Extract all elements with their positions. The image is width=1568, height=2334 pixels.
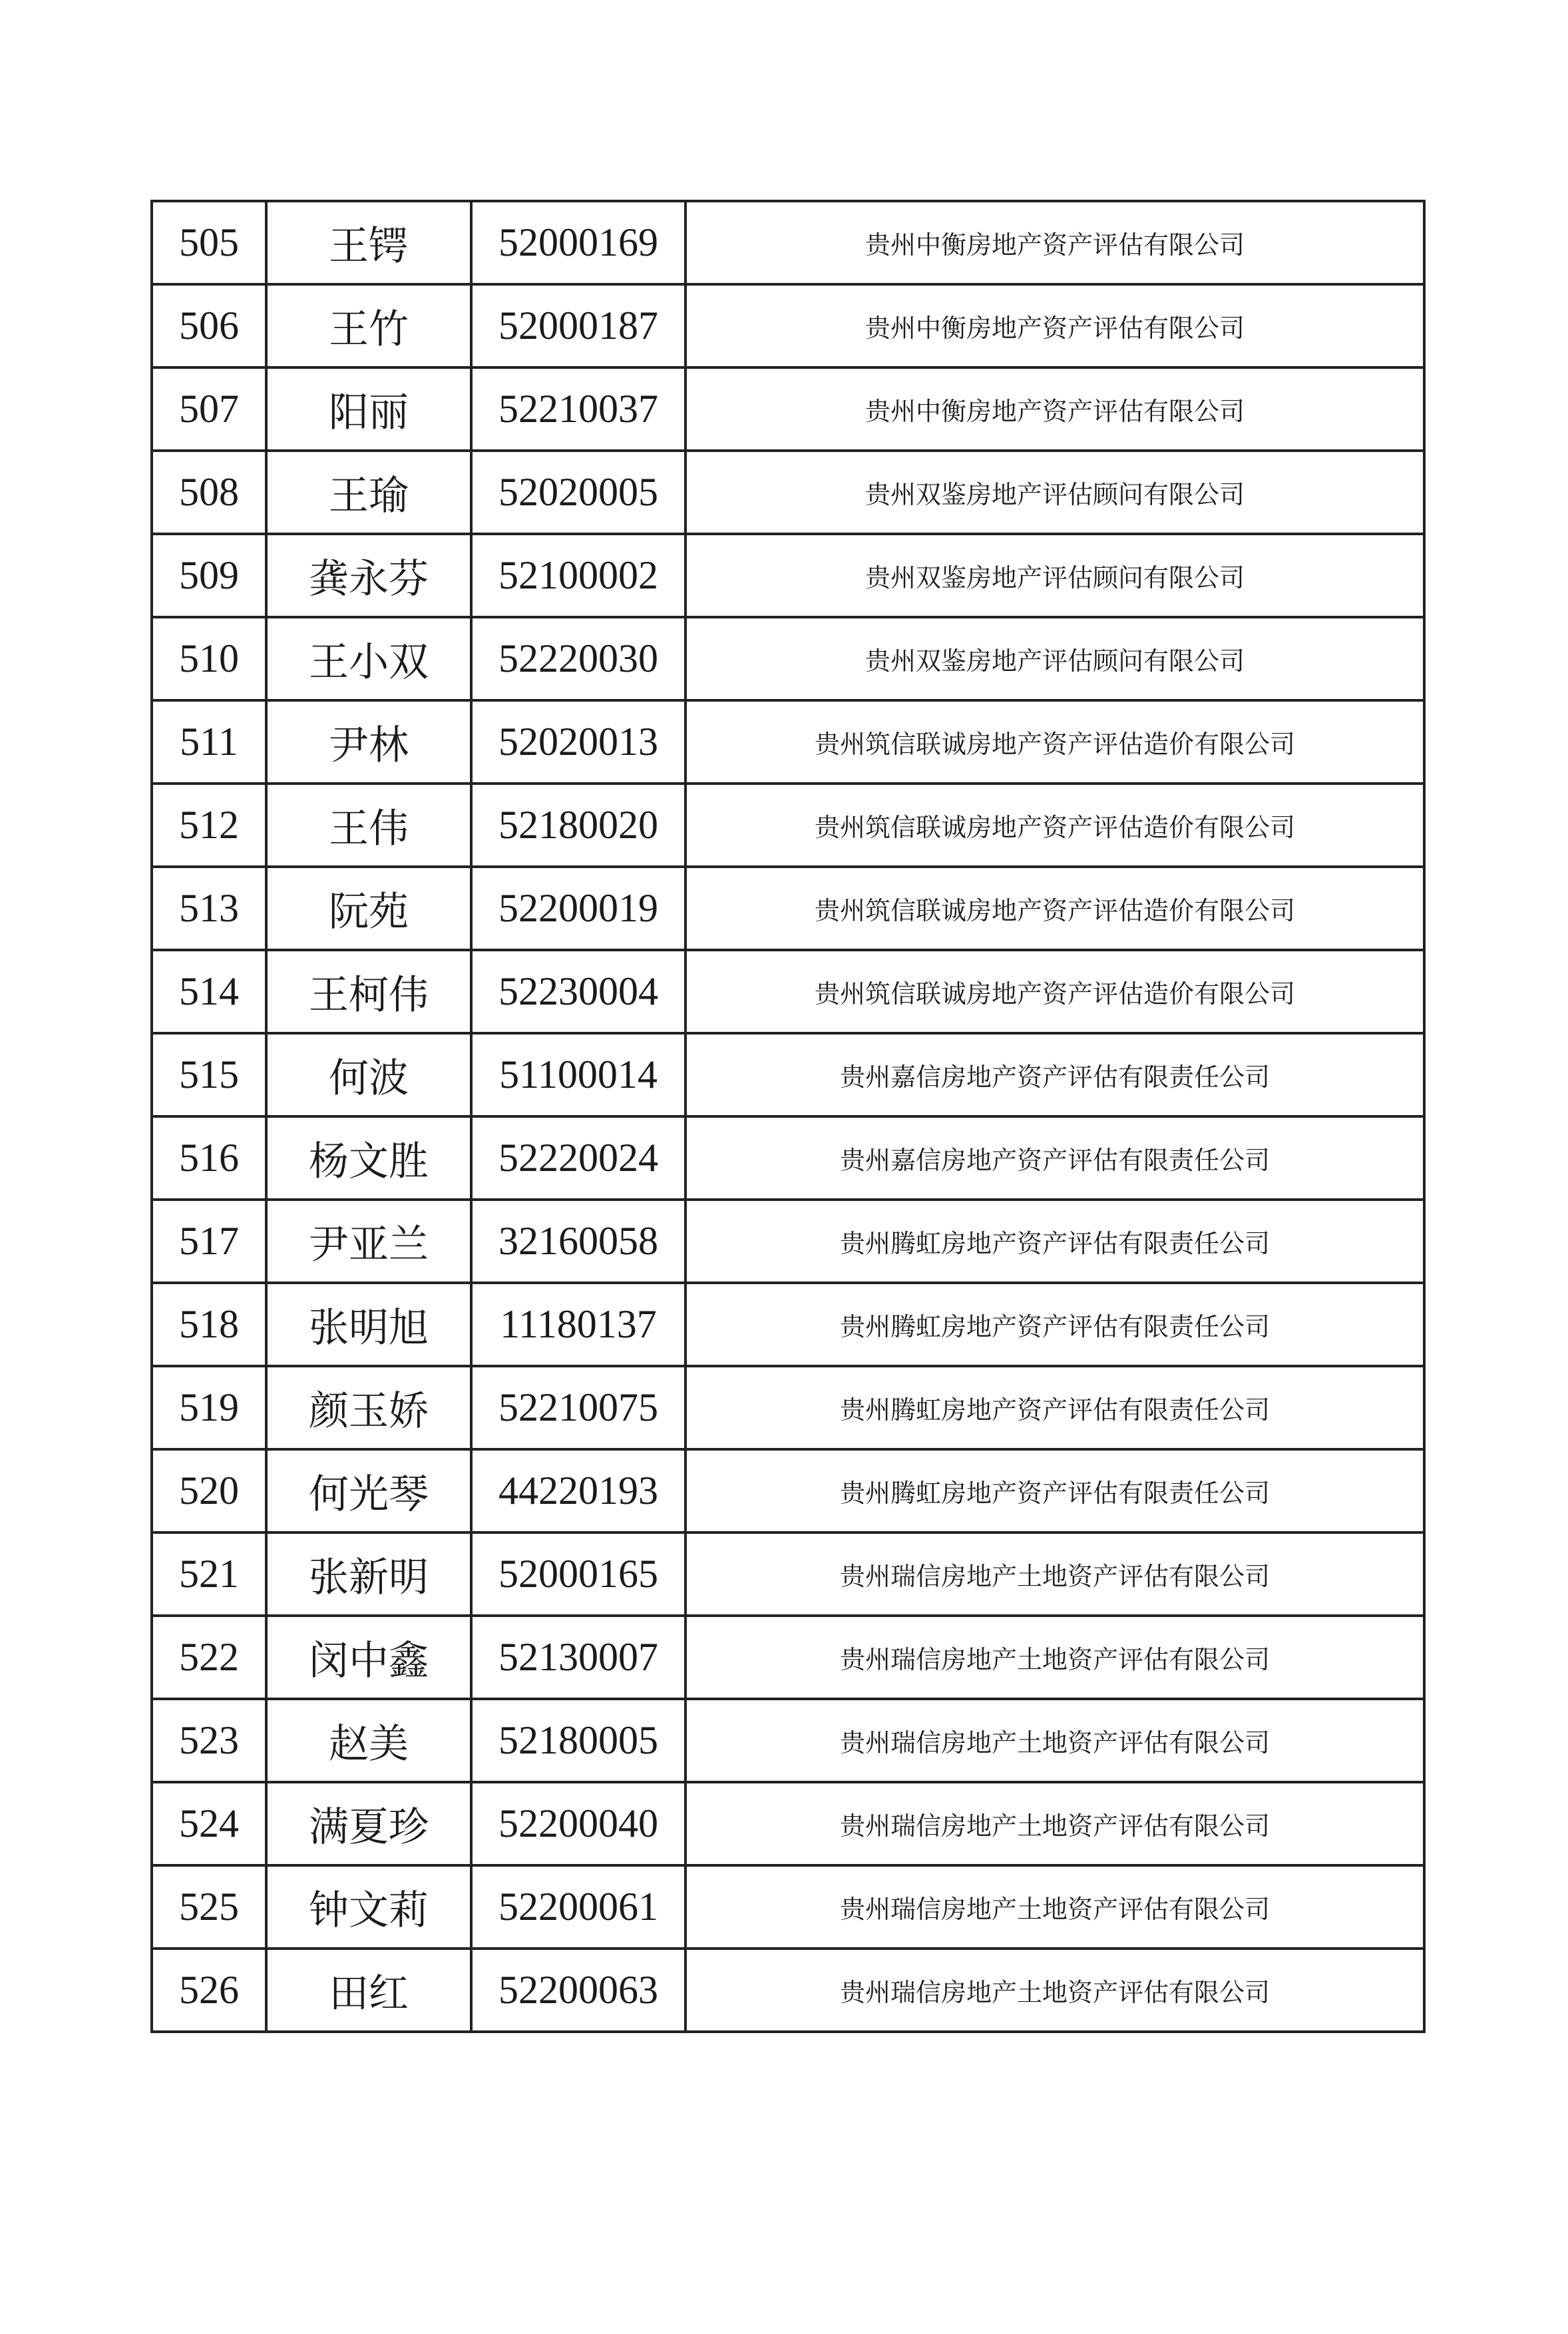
person-name-cell: 王小双 xyxy=(266,617,471,700)
table-row xyxy=(152,867,1424,950)
organization-cell: 贵州腾虹房地产资产评估有限责任公司 xyxy=(686,1283,1424,1366)
organization-cell: 贵州嘉信房地产资产评估有限责任公司 xyxy=(686,1033,1424,1116)
roster-sheet xyxy=(150,200,1423,2033)
organization-cell: 贵州瑞信房地产土地资产评估有限公司 xyxy=(686,1532,1424,1616)
person-name-cell: 王伟 xyxy=(266,784,471,867)
certificate-number-cell: 52200040 xyxy=(471,1782,686,1865)
row-number-cell: 521 xyxy=(152,1532,266,1616)
roster-table-body xyxy=(152,201,1424,2032)
row-number-cell: 511 xyxy=(152,700,266,784)
table-row xyxy=(152,1699,1424,1782)
organization-cell: 贵州瑞信房地产土地资产评估有限公司 xyxy=(686,1782,1424,1865)
table-row xyxy=(152,700,1424,784)
table-row xyxy=(152,1283,1424,1366)
certificate-number-cell: 52210037 xyxy=(471,367,686,451)
certificate-number-cell: 52180020 xyxy=(471,784,686,867)
table-row xyxy=(152,1366,1424,1449)
person-name-cell: 赵美 xyxy=(266,1699,471,1782)
person-name-cell: 阮苑 xyxy=(266,867,471,950)
table-row xyxy=(152,451,1424,534)
organization-cell: 贵州双鉴房地产评估顾问有限公司 xyxy=(686,451,1424,534)
organization-cell: 贵州瑞信房地产土地资产评估有限公司 xyxy=(686,1949,1424,2032)
person-name-cell: 龚永芬 xyxy=(266,534,471,617)
person-name-cell: 阳丽 xyxy=(266,367,471,451)
person-name-cell: 何波 xyxy=(266,1033,471,1116)
certificate-number-cell: 52200019 xyxy=(471,867,686,950)
table-row xyxy=(152,284,1424,367)
row-number-cell: 517 xyxy=(152,1200,266,1283)
certificate-number-cell: 52020013 xyxy=(471,700,686,784)
row-number-cell: 515 xyxy=(152,1033,266,1116)
table-row xyxy=(152,534,1424,617)
table-row xyxy=(152,1033,1424,1116)
person-name-cell: 何光琴 xyxy=(266,1449,471,1532)
table-row xyxy=(152,1782,1424,1865)
row-number-cell: 505 xyxy=(152,201,266,284)
certificate-number-cell: 52210075 xyxy=(471,1366,686,1449)
row-number-cell: 520 xyxy=(152,1449,266,1532)
certificate-number-cell: 52180005 xyxy=(471,1699,686,1782)
organization-cell: 贵州瑞信房地产土地资产评估有限公司 xyxy=(686,1865,1424,1949)
certificate-number-cell: 11180137 xyxy=(471,1283,686,1366)
organization-cell: 贵州筑信联诚房地产资产评估造价有限公司 xyxy=(686,700,1424,784)
certificate-number-cell: 52220024 xyxy=(471,1116,686,1200)
organization-cell: 贵州嘉信房地产资产评估有限责任公司 xyxy=(686,1116,1424,1200)
person-name-cell: 王柯伟 xyxy=(266,950,471,1033)
table-row xyxy=(152,617,1424,700)
table-row xyxy=(152,950,1424,1033)
person-name-cell: 闵中鑫 xyxy=(266,1616,471,1699)
organization-cell: 贵州腾虹房地产资产评估有限责任公司 xyxy=(686,1200,1424,1283)
table-row xyxy=(152,1865,1424,1949)
person-name-cell: 满夏珍 xyxy=(266,1782,471,1865)
row-number-cell: 509 xyxy=(152,534,266,617)
row-number-cell: 513 xyxy=(152,867,266,950)
row-number-cell: 507 xyxy=(152,367,266,451)
organization-cell: 贵州腾虹房地产资产评估有限责任公司 xyxy=(686,1366,1424,1449)
row-number-cell: 525 xyxy=(152,1865,266,1949)
table-row xyxy=(152,1949,1424,2032)
certificate-number-cell: 52230004 xyxy=(471,950,686,1033)
table-row xyxy=(152,1532,1424,1616)
organization-cell: 贵州瑞信房地产土地资产评估有限公司 xyxy=(686,1699,1424,1782)
person-name-cell: 张新明 xyxy=(266,1532,471,1616)
table-row xyxy=(152,1200,1424,1283)
certificate-number-cell: 52000187 xyxy=(471,284,686,367)
certificate-number-cell: 52200061 xyxy=(471,1865,686,1949)
person-name-cell: 张明旭 xyxy=(266,1283,471,1366)
person-name-cell: 王瑜 xyxy=(266,451,471,534)
organization-cell: 贵州中衡房地产资产评估有限公司 xyxy=(686,284,1424,367)
row-number-cell: 508 xyxy=(152,451,266,534)
certificate-number-cell: 44220193 xyxy=(471,1449,686,1532)
certificate-number-cell: 32160058 xyxy=(471,1200,686,1283)
row-number-cell: 526 xyxy=(152,1949,266,2032)
row-number-cell: 512 xyxy=(152,784,266,867)
person-name-cell: 尹林 xyxy=(266,700,471,784)
certificate-number-cell: 52220030 xyxy=(471,617,686,700)
certificate-number-cell: 52200063 xyxy=(471,1949,686,2032)
person-name-cell: 尹亚兰 xyxy=(266,1200,471,1283)
row-number-cell: 524 xyxy=(152,1782,266,1865)
person-name-cell: 田红 xyxy=(266,1949,471,2032)
person-name-cell: 颜玉娇 xyxy=(266,1366,471,1449)
organization-cell: 贵州筑信联诚房地产资产评估造价有限公司 xyxy=(686,867,1424,950)
row-number-cell: 516 xyxy=(152,1116,266,1200)
certificate-number-cell: 51100014 xyxy=(471,1033,686,1116)
roster-table xyxy=(150,200,1426,2033)
organization-cell: 贵州双鉴房地产评估顾问有限公司 xyxy=(686,617,1424,700)
row-number-cell: 514 xyxy=(152,950,266,1033)
certificate-number-cell: 52000169 xyxy=(471,201,686,284)
person-name-cell: 钟文莉 xyxy=(266,1865,471,1949)
row-number-cell: 518 xyxy=(152,1283,266,1366)
table-row xyxy=(152,784,1424,867)
organization-cell: 贵州筑信联诚房地产资产评估造价有限公司 xyxy=(686,784,1424,867)
table-row xyxy=(152,1616,1424,1699)
table-row xyxy=(152,201,1424,284)
row-number-cell: 519 xyxy=(152,1366,266,1449)
person-name-cell: 王竹 xyxy=(266,284,471,367)
certificate-number-cell: 52100002 xyxy=(471,534,686,617)
organization-cell: 贵州筑信联诚房地产资产评估造价有限公司 xyxy=(686,950,1424,1033)
row-number-cell: 510 xyxy=(152,617,266,700)
organization-cell: 贵州腾虹房地产资产评估有限责任公司 xyxy=(686,1449,1424,1532)
certificate-number-cell: 52000165 xyxy=(471,1532,686,1616)
organization-cell: 贵州双鉴房地产评估顾问有限公司 xyxy=(686,534,1424,617)
row-number-cell: 522 xyxy=(152,1616,266,1699)
row-number-cell: 523 xyxy=(152,1699,266,1782)
certificate-number-cell: 52020005 xyxy=(471,451,686,534)
certificate-number-cell: 52130007 xyxy=(471,1616,686,1699)
table-row xyxy=(152,367,1424,451)
organization-cell: 贵州瑞信房地产土地资产评估有限公司 xyxy=(686,1616,1424,1699)
table-row xyxy=(152,1449,1424,1532)
person-name-cell: 杨文胜 xyxy=(266,1116,471,1200)
person-name-cell: 王锷 xyxy=(266,201,471,284)
organization-cell: 贵州中衡房地产资产评估有限公司 xyxy=(686,367,1424,451)
row-number-cell: 506 xyxy=(152,284,266,367)
table-row xyxy=(152,1116,1424,1200)
organization-cell: 贵州中衡房地产资产评估有限公司 xyxy=(686,201,1424,284)
